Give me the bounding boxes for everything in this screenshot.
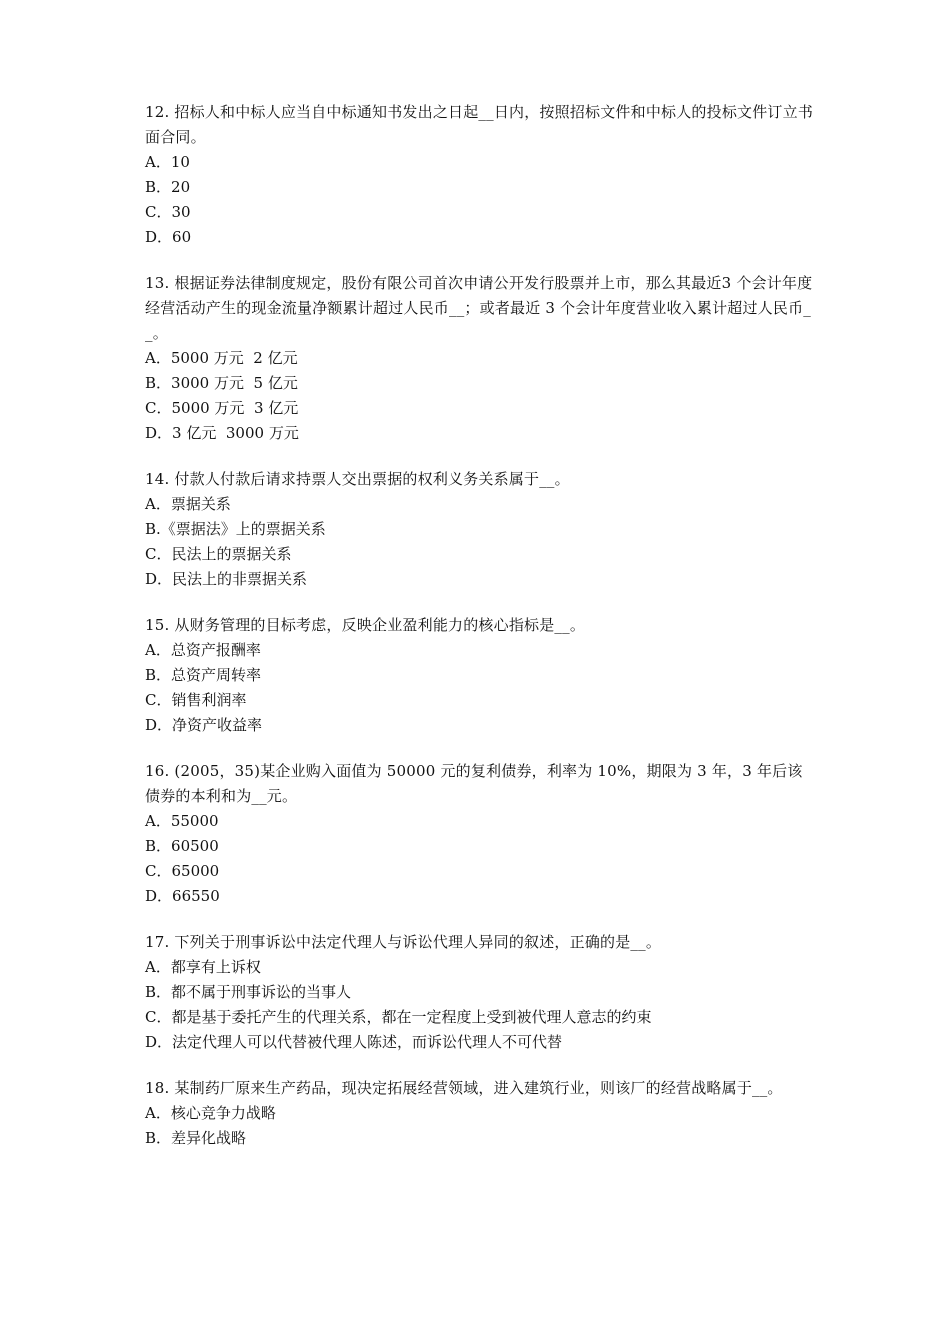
question-stem: 16. (2005，35)某企业购入面值为 50000 元的复利债券，利率为 10%，期限为 3 年，3 年后该债券的本利和为__元。 <box>145 762 803 805</box>
question-stem: 17. 下列关于刑事诉讼中法定代理人与诉讼代理人异同的叙述，正确的是__。 <box>145 933 662 951</box>
option-a: A．10 <box>145 153 190 171</box>
option-b: B．20 <box>145 178 191 196</box>
question-13 <box>145 271 817 446</box>
option-list <box>145 492 817 592</box>
option-c: C．都是基于委托产生的代理关系，都在一定程度上受到被代理人意志的约束 <box>145 1008 652 1026</box>
option-a: A．55000 <box>145 812 219 830</box>
question-16 <box>145 759 817 909</box>
option-c: C．销售利润率 <box>145 691 247 709</box>
option-list <box>145 638 817 738</box>
question-stem: 18. 某制药厂原来生产药品，现决定拓展经营领域，进入建筑行业，则该厂的经营战略属于__。 <box>145 1079 783 1097</box>
option-list <box>145 1101 817 1151</box>
question-stem: 13. 根据证券法律制度规定，股份有限公司首次申请公开发行股票并上市，那么其最近3 个会计年度经营活动产生的现金流量净额累计超过人民币__；或者最近 3 个会计年度营业收入累计超过人民币__。 <box>145 274 813 342</box>
question-stem: 12. 招标人和中标人应当自中标通知书发出之日起__日内，按照招标文件和中标人的投标文件订立书面合同。 <box>145 103 814 146</box>
option-b: B．差异化战略 <box>145 1129 247 1147</box>
option-c: C．30 <box>145 203 191 221</box>
question-17 <box>145 930 817 1055</box>
document-page <box>145 100 817 1172</box>
option-d: D．66550 <box>145 887 220 905</box>
option-a: A．票据关系 <box>145 495 231 513</box>
option-d: D．净资产收益率 <box>145 716 263 734</box>
option-c: C．65000 <box>145 862 220 880</box>
question-12 <box>145 100 817 250</box>
option-d: D．民法上的非票据关系 <box>145 570 308 588</box>
option-d: D．法定代理人可以代替被代理人陈述，而诉讼代理人不可代替 <box>145 1033 563 1051</box>
option-c: C．5000 万元 3 亿元 <box>145 399 299 417</box>
option-a: A．总资产报酬率 <box>145 641 261 659</box>
question-18 <box>145 1076 817 1151</box>
option-a: A．核心竞争力战略 <box>145 1104 276 1122</box>
option-b: B．总资产周转率 <box>145 666 262 684</box>
option-b: B．3000 万元 5 亿元 <box>145 374 298 392</box>
question-15 <box>145 613 817 738</box>
option-b: B．都不属于刑事诉讼的当事人 <box>145 983 352 1001</box>
option-d: D．60 <box>145 228 192 246</box>
question-stem: 15. 从财务管理的目标考虑，反映企业盈利能力的核心指标是__。 <box>145 616 586 634</box>
option-list <box>145 346 817 446</box>
option-a: A．5000 万元 2 亿元 <box>145 349 298 367</box>
option-b: B．60500 <box>145 837 219 855</box>
option-list <box>145 150 817 250</box>
option-c: C．民法上的票据关系 <box>145 545 292 563</box>
option-list <box>145 955 817 1055</box>
option-list <box>145 809 817 909</box>
option-d: D．3 亿元 3000 万元 <box>145 424 299 442</box>
question-stem: 14. 付款人付款后请求持票人交出票据的权利义务关系属于__。 <box>145 470 570 488</box>
option-a: A．都享有上诉权 <box>145 958 261 976</box>
question-14 <box>145 467 817 592</box>
option-b: B.《票据法》上的票据关系 <box>145 520 326 538</box>
